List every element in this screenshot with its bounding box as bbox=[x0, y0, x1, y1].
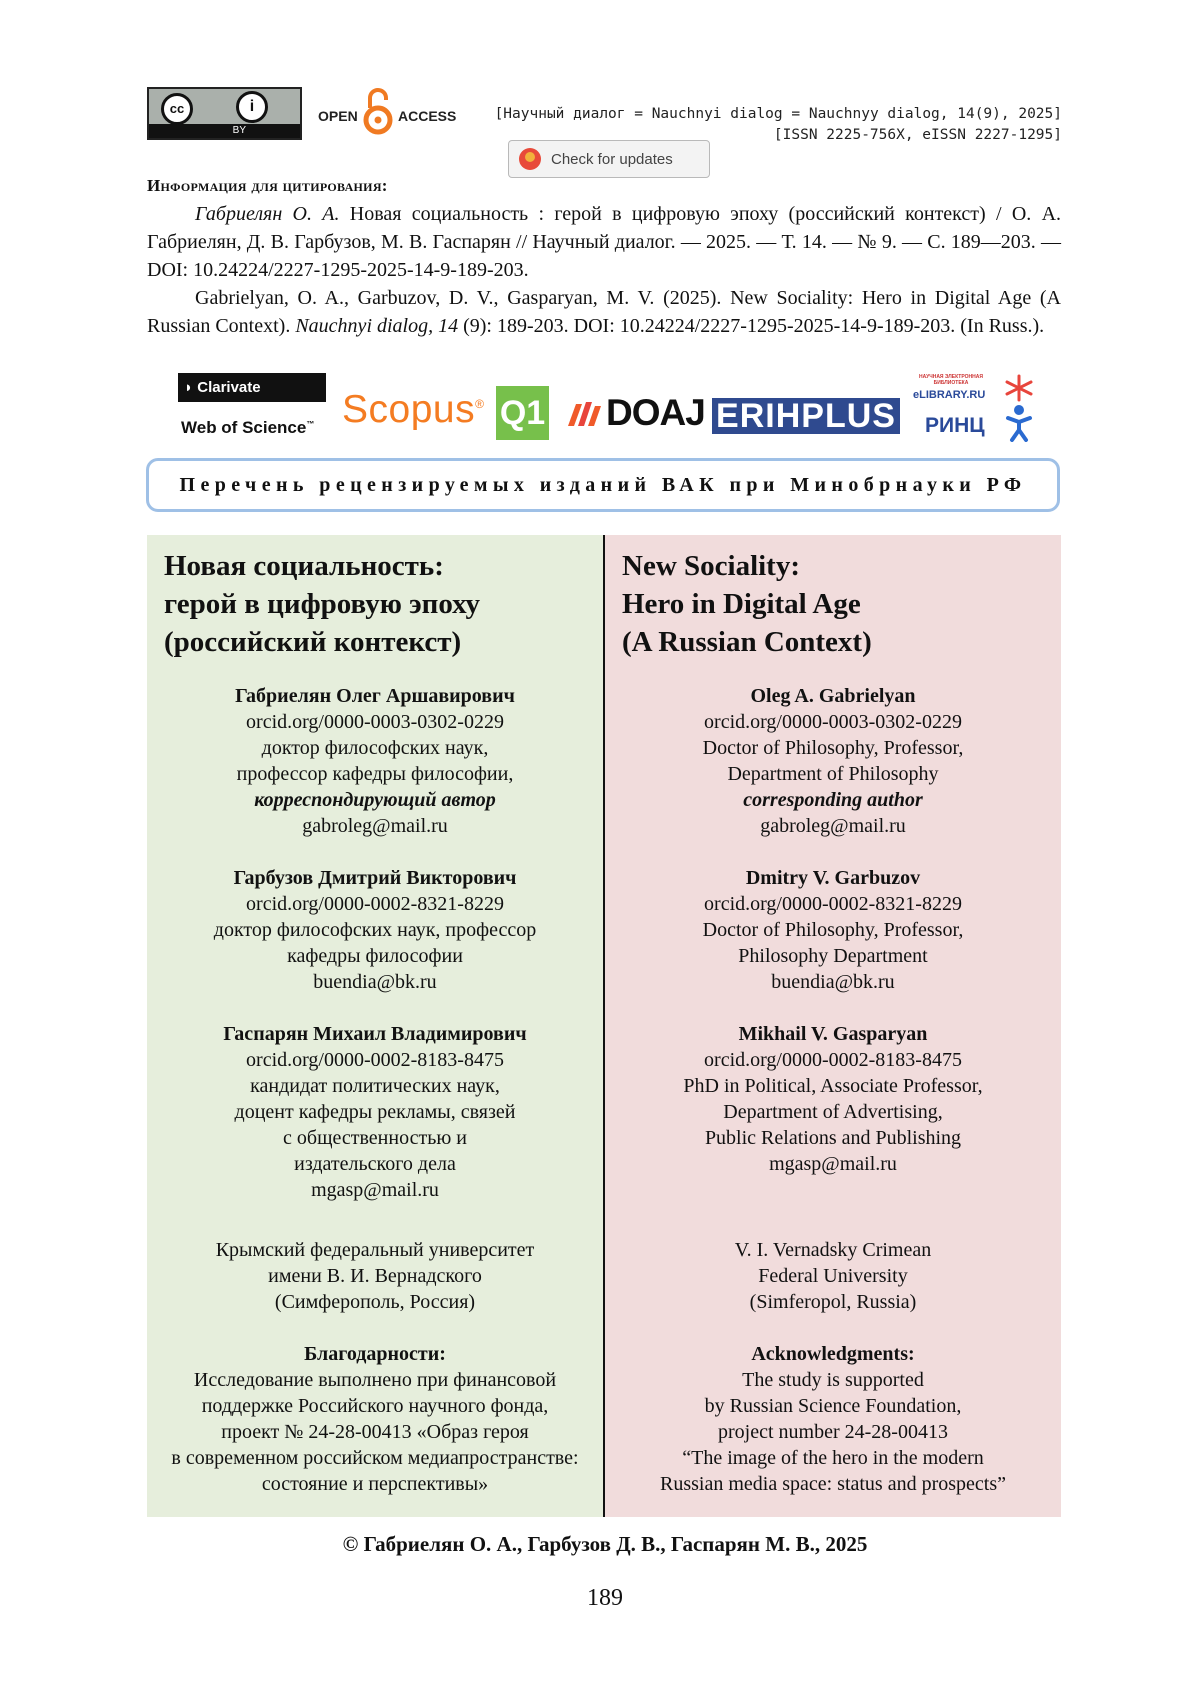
acknowledgments-line: Russian media space: status and prospects” bbox=[659, 1473, 1007, 1495]
author-position: Philosophy Department bbox=[738, 945, 928, 967]
affiliation-line: Federal University bbox=[758, 1265, 908, 1287]
affiliation-line: (Симферополь, Россия) bbox=[274, 1291, 476, 1313]
clarivate-icon: ◗ bbox=[184, 379, 198, 396]
affiliation-ru bbox=[147, 1237, 603, 1315]
journal-reference-line2: [ISSN 2225-756X, eISSN 2227-1295] bbox=[773, 127, 1062, 143]
open-access-right-text: ACCESS bbox=[398, 108, 457, 124]
author-name: Гарбузов Дмитрий Викторович bbox=[233, 867, 517, 889]
title-en-line3: (A Russian Context) bbox=[622, 626, 872, 658]
citation-heading: Информация для цитирования: bbox=[147, 176, 388, 195]
title-ru-line1: Новая социальность: bbox=[164, 550, 444, 582]
citation-ru-text: Новая социальность : герой в цифровую эпоху (российский контекст) / О. А. Габриелян, Д. В. Гарбузов, М. В. Гаспарян // Научный диалог. — 2025. — Т. 14. — № 9. — С. 189—203. — DOI: 10.24224/2227-1295-2025-14-9-189-203. bbox=[147, 203, 1062, 281]
acknowledgments-en bbox=[605, 1341, 1061, 1497]
author-degree: Doctor of Philosophy, Professor, bbox=[702, 919, 964, 941]
q1-quartile-badge: Q1 bbox=[496, 386, 549, 440]
erihplus-logo: ERIHPLUS bbox=[712, 398, 900, 434]
orcid-link[interactable]: orcid.org/0000-0002-8321-8229 bbox=[704, 893, 962, 915]
author-3-en bbox=[605, 1021, 1061, 1177]
acknowledgments-line: проект № 24-28-00413 «Образ героя bbox=[221, 1421, 529, 1443]
vak-list-banner: Перечень рецензируемых изданий ВАК при Минобрнауки РФ bbox=[146, 458, 1060, 512]
orcid-link[interactable]: orcid.org/0000-0002-8183-8475 bbox=[704, 1049, 962, 1071]
author-degree: доктор философских наук, bbox=[261, 737, 489, 759]
citation-en-text-2: (9): 189-203. DOI: 10.24224/2227-1295-2025-14-9-189-203. (In Russ.). bbox=[458, 315, 1045, 337]
copyright-notice: © Габриелян О. А., Гарбузов Д. В., Гаспарян М. В., 2025 bbox=[342, 1532, 868, 1556]
journal-reference-line1: [Научный диалог = Nauchnyi dialog = Nauchnyy dialog, 14(9), 2025] bbox=[494, 106, 1062, 122]
attribution-icon: i bbox=[236, 91, 268, 123]
acknowledgments-line: поддержке Российского научного фонда, bbox=[201, 1395, 549, 1417]
author-position: профессор кафедры философии, bbox=[236, 763, 514, 785]
author-position: кафедры философии bbox=[287, 945, 463, 967]
citation-en-text-1: Gabrielyan, O. A., Garbuzov, D. V., Gasparyan, M. V. (2025). New Sociality: Hero in Digital Age (A Russian Context). bbox=[147, 287, 1061, 337]
affiliation-line: имени В. И. Вернадского bbox=[268, 1265, 482, 1287]
author-3-ru bbox=[147, 1021, 603, 1203]
author-1-ru bbox=[147, 683, 603, 839]
author-position: Public Relations and Publishing bbox=[704, 1127, 962, 1149]
citation-en-journal: Nauchnyi dialog, 14 bbox=[295, 315, 459, 337]
author-position: с общественностью и bbox=[283, 1127, 467, 1149]
author-degree: Doctor of Philosophy, Professor, bbox=[702, 737, 964, 759]
check-for-updates-label: Check for updates bbox=[551, 150, 673, 168]
elibrary-figure-icon bbox=[1004, 374, 1034, 442]
doaj-icon bbox=[564, 394, 604, 434]
open-access-logo bbox=[318, 86, 458, 136]
clarivate-logo bbox=[178, 373, 326, 402]
scopus-label: Scopus bbox=[342, 388, 476, 431]
affiliation-en bbox=[605, 1237, 1061, 1315]
citation-ru bbox=[147, 200, 1061, 284]
acknowledgments-heading: Благодарности: bbox=[304, 1343, 446, 1365]
elibrary-subtitle: НАУЧНАЯ ЭЛЕКТРОННАЯ БИБЛИОТЕКА bbox=[919, 374, 983, 386]
orcid-link[interactable]: orcid.org/0000-0002-8183-8475 bbox=[246, 1049, 504, 1071]
elibrary-label: eLIBRARY.RU bbox=[913, 389, 986, 401]
citation-en bbox=[147, 284, 1061, 340]
author-email[interactable]: buendia@bk.ru bbox=[771, 971, 895, 993]
author-name: Dmitry V. Garbuzov bbox=[745, 867, 921, 889]
page-number: 189 bbox=[587, 1585, 623, 1611]
title-en-line2: Hero in Digital Age bbox=[622, 588, 861, 620]
affiliation-line: Крымский федеральный университет bbox=[215, 1239, 535, 1261]
author-2-ru bbox=[147, 865, 603, 995]
doaj-logo: DOAJ bbox=[606, 392, 705, 433]
open-access-left-text: OPEN bbox=[318, 108, 358, 124]
author-email[interactable]: buendia@bk.ru bbox=[313, 971, 437, 993]
license-label: BY bbox=[149, 124, 300, 138]
rinc-label: РИНЦ bbox=[925, 414, 985, 437]
article-title-en bbox=[622, 547, 872, 661]
author-degree: кандидат политических наук, bbox=[250, 1075, 500, 1097]
acknowledgments-line: The study is supported bbox=[742, 1369, 924, 1391]
author-position: издательского дела bbox=[294, 1153, 456, 1175]
column-russian bbox=[147, 535, 603, 1517]
author-1-en bbox=[605, 683, 1061, 839]
author-degree: PhD in Political, Associate Professor, bbox=[683, 1075, 983, 1097]
elibrary-logo bbox=[913, 374, 1033, 444]
column-english bbox=[605, 535, 1061, 1517]
open-lock-icon bbox=[362, 86, 394, 136]
acknowledgments-heading: Acknowledgments: bbox=[751, 1343, 915, 1365]
author-email[interactable]: gabroleg@mail.ru bbox=[760, 815, 906, 837]
title-en-line1: New Sociality: bbox=[622, 550, 800, 582]
orcid-link[interactable]: orcid.org/0000-0002-8321-8229 bbox=[246, 893, 504, 915]
author-role: корреспондирующий автор bbox=[254, 789, 496, 811]
clarivate-label: Clarivate bbox=[197, 379, 261, 396]
cc-icon: cc bbox=[161, 93, 193, 125]
acknowledgments-line: Исследование выполнено при финансовой bbox=[193, 1369, 557, 1391]
author-position: Department of Advertising, bbox=[723, 1101, 943, 1123]
web-of-science-trademark: ™ bbox=[306, 419, 315, 429]
scopus-registered: ® bbox=[475, 397, 485, 411]
cc-by-license-badge[interactable] bbox=[147, 87, 302, 140]
orcid-link[interactable]: orcid.org/0000-0003-0302-0229 bbox=[246, 711, 504, 733]
crossmark-icon bbox=[519, 148, 541, 170]
author-name: Габриелян Олег Аршавирович bbox=[235, 685, 515, 707]
acknowledgments-line: “The image of the hero in the modern bbox=[682, 1447, 984, 1469]
acknowledgments-line: в современном российском медиапространстве: bbox=[171, 1447, 579, 1469]
author-name: Гаспарян Михаил Владимирович bbox=[223, 1023, 527, 1045]
citation-ru-author: Габриелян О. А. bbox=[195, 203, 340, 225]
author-position: доцент кафедры рекламы, связей bbox=[234, 1101, 516, 1123]
affiliation-line: V. I. Vernadsky Crimean bbox=[734, 1239, 932, 1261]
author-position: Department of Philosophy bbox=[727, 763, 939, 785]
acknowledgments-line: by Russian Science Foundation, bbox=[704, 1395, 962, 1417]
acknowledgments-line: состояние и перспективы» bbox=[261, 1473, 489, 1495]
author-name: Mikhail V. Gasparyan bbox=[738, 1023, 928, 1045]
web-of-science-logo bbox=[181, 418, 314, 438]
affiliation-line: (Simferopol, Russia) bbox=[749, 1291, 917, 1313]
author-2-en bbox=[605, 865, 1061, 995]
orcid-link[interactable]: orcid.org/0000-0003-0302-0229 bbox=[704, 711, 962, 733]
author-email[interactable]: mgasp@mail.ru bbox=[311, 1179, 439, 1201]
author-role: corresponding author bbox=[743, 789, 923, 811]
web-of-science-label: Web of Science bbox=[181, 418, 307, 437]
acknowledgments-line: project number 24-28-00413 bbox=[718, 1421, 948, 1443]
title-ru-line3: (российский контекст) bbox=[164, 626, 462, 658]
title-ru-line2: герой в цифровую эпоху bbox=[164, 588, 481, 620]
scopus-logo bbox=[342, 388, 484, 432]
author-degree: доктор философских наук, профессор bbox=[213, 919, 537, 941]
author-name: Oleg A. Gabrielyan bbox=[750, 685, 916, 707]
author-email[interactable]: mgasp@mail.ru bbox=[769, 1153, 897, 1175]
check-for-updates-button[interactable] bbox=[508, 140, 710, 178]
author-email[interactable]: gabroleg@mail.ru bbox=[302, 815, 448, 837]
article-title-ru bbox=[164, 547, 480, 661]
acknowledgments-ru bbox=[147, 1341, 603, 1497]
